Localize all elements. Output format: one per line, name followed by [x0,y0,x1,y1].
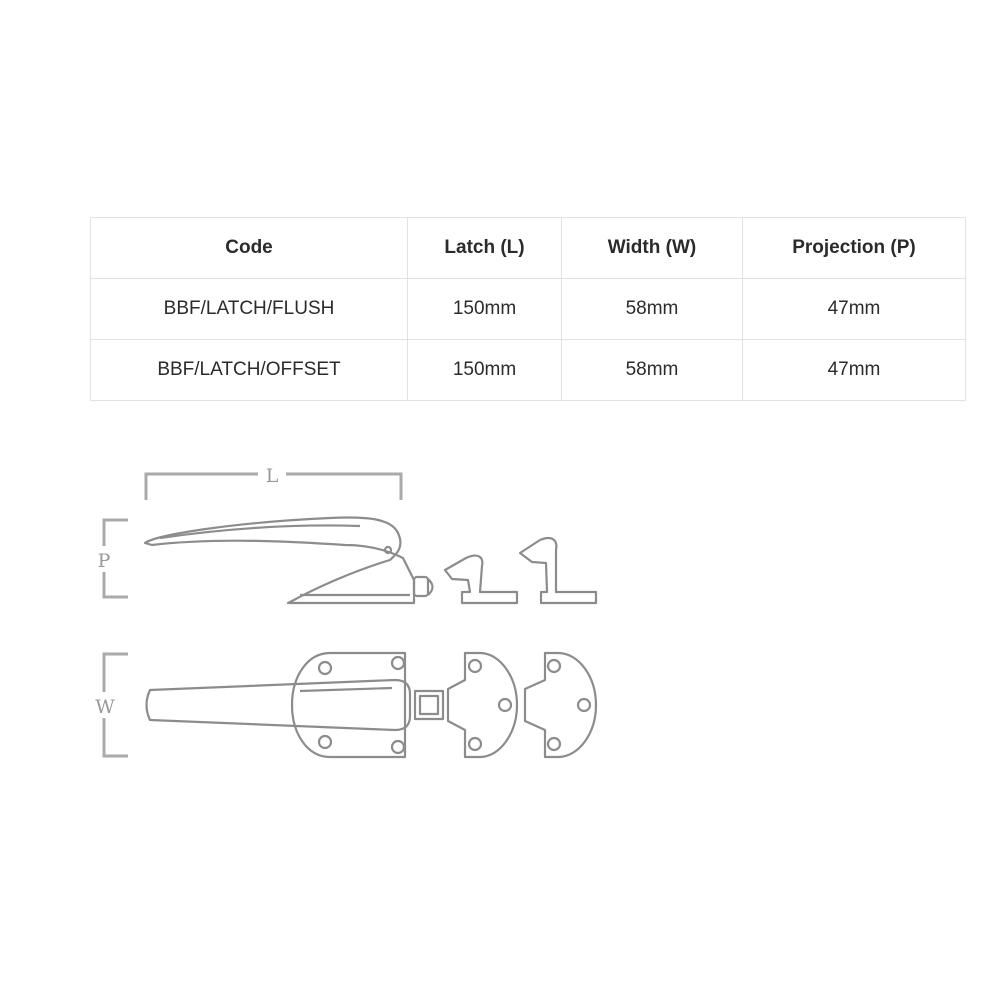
latch-technical-drawing [0,455,640,775]
header-code: Code [91,218,408,279]
strike-hole [578,699,590,711]
strike-hole [469,738,481,750]
base-plate [292,653,405,757]
plate-hole [319,662,331,674]
spec-table [90,217,966,401]
plate-hole [319,736,331,748]
cell-latch: 150mm [408,340,562,401]
flush-strike-plate [448,653,517,757]
table-header-row [91,218,966,279]
strike-hole [548,738,560,750]
table-row [91,279,966,340]
plate-hole [392,741,404,753]
table-row [91,340,966,401]
top-handle [147,680,411,730]
flush-strike-side [445,556,517,603]
cell-projection: 47mm [743,340,966,401]
cell-code: BBF/LATCH/OFFSET [91,340,408,401]
cell-projection: 47mm [743,279,966,340]
cell-width: 58mm [562,279,743,340]
dim-label-p: P [97,550,111,572]
top-handle-inner-line [300,688,392,691]
cell-width: 58mm [562,340,743,401]
header-latch: Latch (L) [408,218,562,279]
cell-code: BBF/LATCH/FLUSH [91,279,408,340]
strike-hole [469,660,481,672]
offset-strike-side [520,538,596,603]
dim-label-w: W [95,696,115,718]
bolt-inner [420,696,438,714]
strike-hole [499,699,511,711]
cell-latch: 150mm [408,279,562,340]
dim-label-l: L [265,465,279,487]
plate-hole [392,657,404,669]
latch-side-view [145,518,596,603]
latch-bolt [414,577,428,596]
header-projection: Projection (P) [743,218,966,279]
header-width: Width (W) [562,218,743,279]
latch-top-view [147,653,597,757]
pivot-pin [385,547,391,553]
strike-hole [548,660,560,672]
side-handle [145,518,414,603]
